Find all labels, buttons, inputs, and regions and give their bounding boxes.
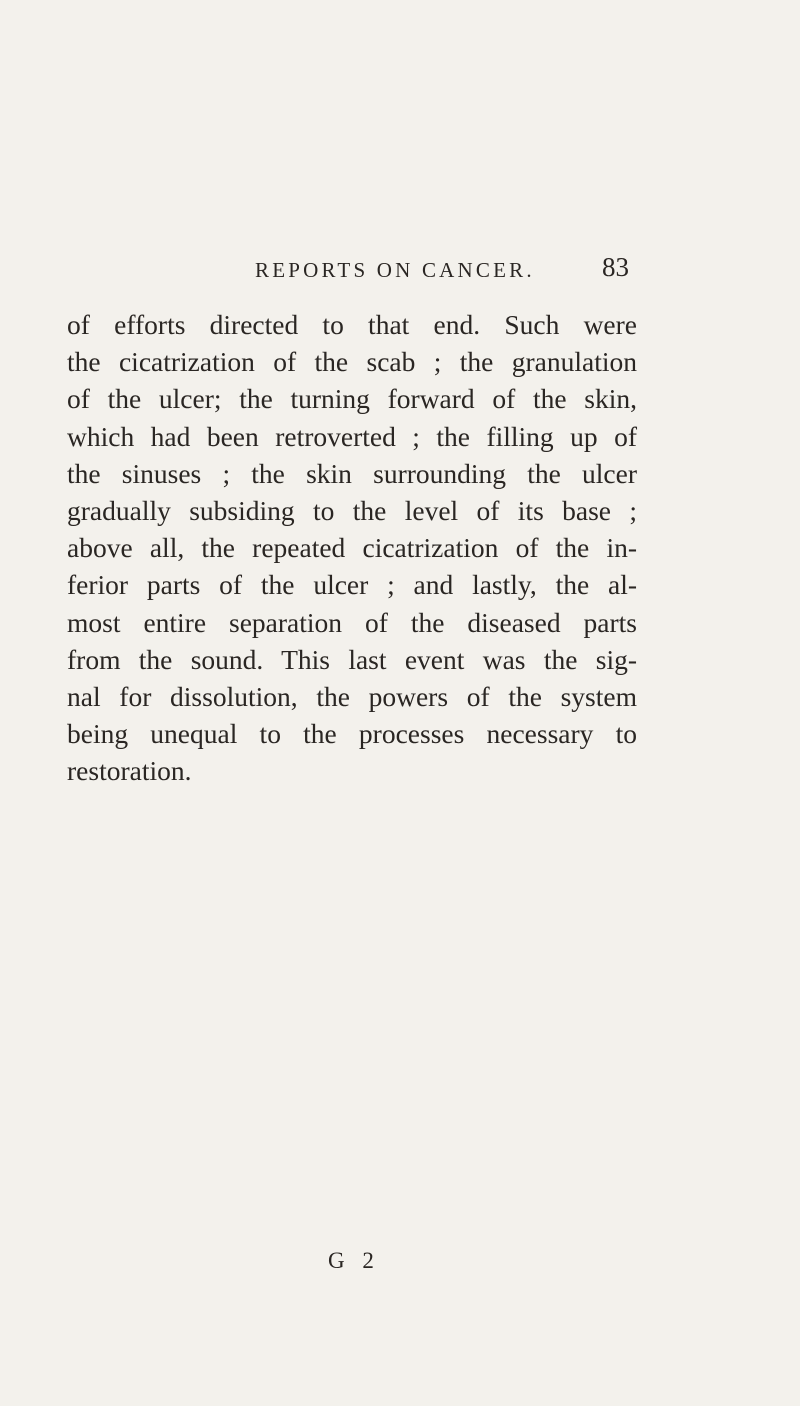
running-head xyxy=(0,252,800,288)
signature-mark: G 2 xyxy=(328,1248,380,1273)
text-line: of efforts directed to that end. Such were xyxy=(67,309,637,340)
text-line: of the ulcer; the turning forward of the skin, xyxy=(67,383,637,415)
text-line: the sinuses ; the skin surrounding the ulcer xyxy=(67,457,637,489)
text-line: from the sound. This last event was the sig- xyxy=(67,643,637,675)
text-line: the cicatrization of the scab ; the granulation xyxy=(67,346,637,378)
text-line: ferior parts of the ulcer ; and lastly, the al- xyxy=(67,569,637,601)
text-line: nal for dissolution, the powers of the system xyxy=(67,680,637,712)
text-line: most entire separation of the diseased parts xyxy=(67,606,637,638)
text-line: being unequal to the processes necessary to xyxy=(67,718,637,750)
body-paragraph xyxy=(67,306,637,789)
text-line: gradually subsiding to the level of its base ; xyxy=(67,494,637,526)
text-line: above all, the repeated cicatrization of the in- xyxy=(67,532,637,564)
text-line: restoration. xyxy=(67,755,192,787)
page-number: 83 xyxy=(602,252,629,282)
running-title: REPORTS ON CANCER. xyxy=(255,258,535,282)
text-line: which had been retroverted ; the filling up of xyxy=(67,420,637,452)
